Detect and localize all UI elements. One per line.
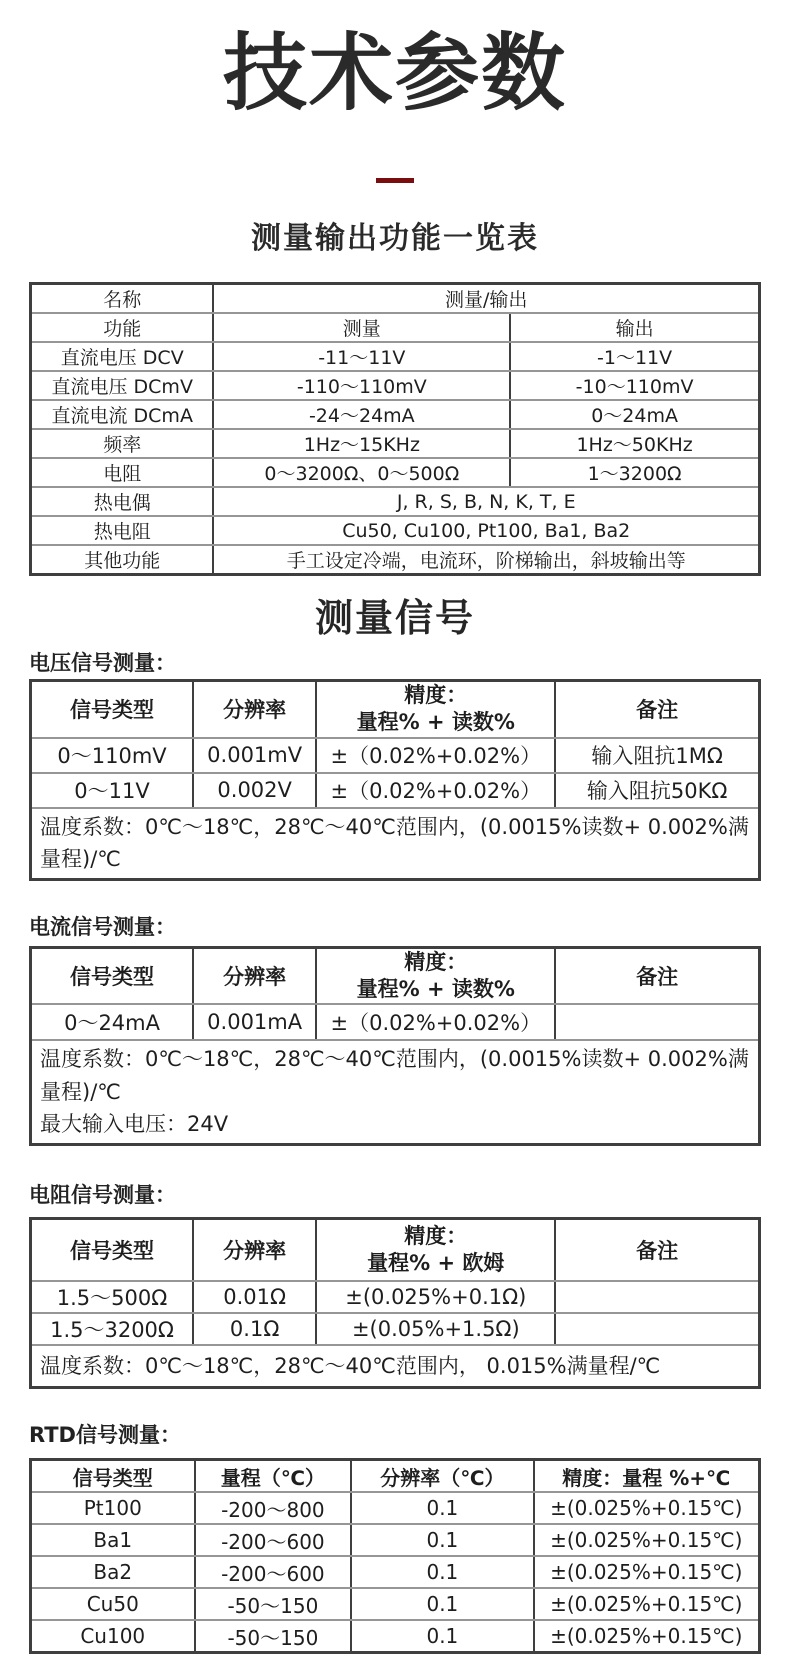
table-cell: 0～3200Ω、0～500Ω (213, 458, 510, 487)
table-cell: Pt100 (31, 1492, 195, 1524)
table-header-row (31, 1460, 760, 1493)
page-subtitle: 测量输出功能一览表 (251, 221, 539, 257)
table-cell: 信号类型 (31, 1219, 194, 1282)
table-cell: 测量 (213, 313, 510, 342)
table-row (31, 1004, 760, 1040)
rtd-table (29, 1458, 761, 1654)
table-cell: -200～800 (195, 1492, 352, 1524)
table-cell: 备注 (555, 947, 759, 1004)
table-cell: -200～600 (195, 1524, 352, 1556)
table-cell: 0.1 (351, 1620, 533, 1653)
temperature-coefficient-note (31, 1040, 760, 1144)
table-cell: 0.1 (351, 1556, 533, 1588)
table-cell: -24～24mA (213, 400, 510, 429)
temperature-coefficient-note: 温度系数：0℃～18℃，28℃～40℃范围内，(0.0015%读数+ 0.002%满量程)/℃ (31, 808, 760, 880)
precision-header-line1: 精度： (404, 683, 468, 708)
table-row (31, 458, 760, 487)
table-row (31, 1492, 760, 1524)
table-footer-row (31, 1040, 760, 1144)
table-cell: Cu100 (31, 1620, 195, 1653)
table-row (31, 342, 760, 371)
table-row (31, 487, 760, 516)
table-cell: ±(0.025%+0.15℃) (534, 1556, 760, 1588)
table-cell: 0.1 (351, 1492, 533, 1524)
table-cell: 频率 (31, 429, 214, 458)
table-row (31, 1281, 760, 1313)
table-footer-row (31, 808, 760, 880)
table-cell: 1Hz～50KHz (510, 429, 759, 458)
table-cell: 0.1Ω (193, 1313, 316, 1345)
table-row (31, 284, 760, 314)
table-cell: 直流电压 DCmV (31, 371, 214, 400)
table-cell (316, 947, 555, 1004)
table-cell (555, 1281, 759, 1313)
table-cell: ±（0.02%+0.02%） (316, 738, 555, 773)
table-cell (316, 1219, 555, 1282)
table-row (31, 313, 760, 342)
table-cell: 测量/输出 (213, 284, 759, 314)
table-cell: 1.5～500Ω (31, 1281, 194, 1313)
table-cell: 电阻 (31, 458, 214, 487)
table-row (31, 773, 760, 808)
table-cell: ±(0.025%+0.1Ω) (316, 1281, 555, 1313)
table-cell: 1～3200Ω (510, 458, 759, 487)
footer-line1: 温度系数：0℃～18℃，28℃～40℃范围内，(0.0015%读数+ 0.002%满量程)/℃ (40, 1047, 749, 1104)
resistance-table (29, 1217, 761, 1389)
table-cell: 热电偶 (31, 487, 214, 516)
table-cell: 直流电压 DCV (31, 342, 214, 371)
table-cell: 输入阻抗1MΩ (555, 738, 759, 773)
table-cell: 手工设定冷端，电流环，阶梯输出，斜坡输出等 (213, 545, 759, 575)
table-cell: 输入阻抗50KΩ (555, 773, 759, 808)
table-row (31, 1313, 760, 1345)
table-header-row (31, 681, 760, 738)
precision-header-line1: 精度： (404, 1223, 468, 1248)
table-cell: -110～110mV (213, 371, 510, 400)
table-cell: 1Hz～15KHz (213, 429, 510, 458)
current-table-label: 电流信号测量： (29, 914, 176, 939)
table-cell: 1.5～3200Ω (31, 1313, 194, 1345)
table-cell: 名称 (31, 284, 214, 314)
table-cell: 0.01Ω (193, 1281, 316, 1313)
table-cell (555, 1313, 759, 1345)
table-row (31, 371, 760, 400)
footer-line2: 最大输入电压：24V (40, 1112, 229, 1137)
table-cell: 功能 (31, 313, 214, 342)
table-footer-row (31, 1345, 760, 1388)
table-row (31, 429, 760, 458)
precision-header-line2: 量程% + 欧姆 (367, 1251, 505, 1275)
precision-header-line2: 量程% + 读数% (356, 977, 515, 1002)
table-cell: Cu50, Cu100, Pt100, Ba1, Ba2 (213, 516, 759, 545)
table-cell: ±(0.025%+0.15℃) (534, 1620, 760, 1653)
table-cell (555, 1004, 759, 1040)
table-cell: -50～150 (195, 1620, 352, 1653)
table-cell: 输出 (510, 313, 759, 342)
table-cell: 0～24mA (31, 1004, 194, 1040)
precision-header-line2: 量程% + 读数% (356, 710, 515, 735)
table-cell: -1～11V (510, 342, 759, 371)
table-cell: 备注 (555, 681, 759, 738)
table-row (31, 545, 760, 575)
spec-sheet (29, 26, 761, 1654)
table-cell: 0.002V (193, 773, 316, 808)
table-cell: 0.1 (351, 1524, 533, 1556)
table-cell: -11～11V (213, 342, 510, 371)
table-row (31, 1588, 760, 1620)
table-row (31, 400, 760, 429)
table-cell: Cu50 (31, 1588, 195, 1620)
current-table (29, 946, 761, 1146)
table-cell: 0～11V (31, 773, 194, 808)
table-row (31, 1556, 760, 1588)
section-title: 测量信号 (314, 596, 475, 641)
overview-table (29, 282, 761, 576)
table-cell: 0.1 (351, 1588, 533, 1620)
table-row (31, 1524, 760, 1556)
table-cell: ±(0.025%+0.15℃) (534, 1588, 760, 1620)
voltage-table-label: 电压信号测量： (29, 651, 176, 676)
table-cell: 其他功能 (31, 545, 214, 575)
table-cell: 备注 (555, 1219, 759, 1282)
table-cell: ±(0.025%+0.15℃) (534, 1492, 760, 1524)
rtd-table-label: RTD信号测量： (29, 1423, 181, 1447)
table-cell: Ba2 (31, 1556, 195, 1588)
table-cell: 热电阻 (31, 516, 214, 545)
table-header-row (31, 947, 760, 1004)
table-cell: 信号类型 (31, 681, 194, 738)
table-cell: 直流电流 DCmA (31, 400, 214, 429)
table-cell: 信号类型 (31, 1460, 195, 1493)
title-divider (376, 178, 414, 183)
table-cell: ±（0.02%+0.02%） (316, 773, 555, 808)
table-cell: 精度：量程 %+℃ (534, 1460, 760, 1493)
page-title: 技术参数 (222, 24, 567, 122)
table-row (31, 738, 760, 773)
table-header-row (31, 1219, 760, 1282)
precision-header-line1: 精度： (404, 949, 468, 974)
table-cell (316, 681, 555, 738)
table-cell: -200～600 (195, 1556, 352, 1588)
table-cell: 分辨率 (193, 681, 316, 738)
table-cell: 分辨率 (193, 947, 316, 1004)
table-cell: ±(0.05%+1.5Ω) (316, 1313, 555, 1345)
table-row (31, 516, 760, 545)
table-cell: J, R, S, B, N, K, T, E (213, 487, 759, 516)
table-cell: -50～150 (195, 1588, 352, 1620)
table-cell: 0.001mA (193, 1004, 316, 1040)
temperature-coefficient-note: 温度系数：0℃～18℃，28℃～40℃范围内， 0.015%满量程/℃ (31, 1345, 760, 1388)
table-cell: 0～110mV (31, 738, 194, 773)
table-cell: 信号类型 (31, 947, 194, 1004)
table-cell: 0～24mA (510, 400, 759, 429)
table-cell: ±（0.02%+0.02%） (316, 1004, 555, 1040)
table-cell: Ba1 (31, 1524, 195, 1556)
table-row (31, 1620, 760, 1653)
table-cell: 0.001mV (193, 738, 316, 773)
table-cell: 量程（℃） (195, 1460, 352, 1493)
voltage-table (29, 679, 761, 881)
table-cell: ±(0.025%+0.15℃) (534, 1524, 760, 1556)
resistance-table-label: 电阻信号测量： (29, 1183, 176, 1207)
table-cell: -10～110mV (510, 371, 759, 400)
table-cell: 分辨率（℃） (351, 1460, 533, 1493)
table-cell: 分辨率 (193, 1219, 316, 1282)
